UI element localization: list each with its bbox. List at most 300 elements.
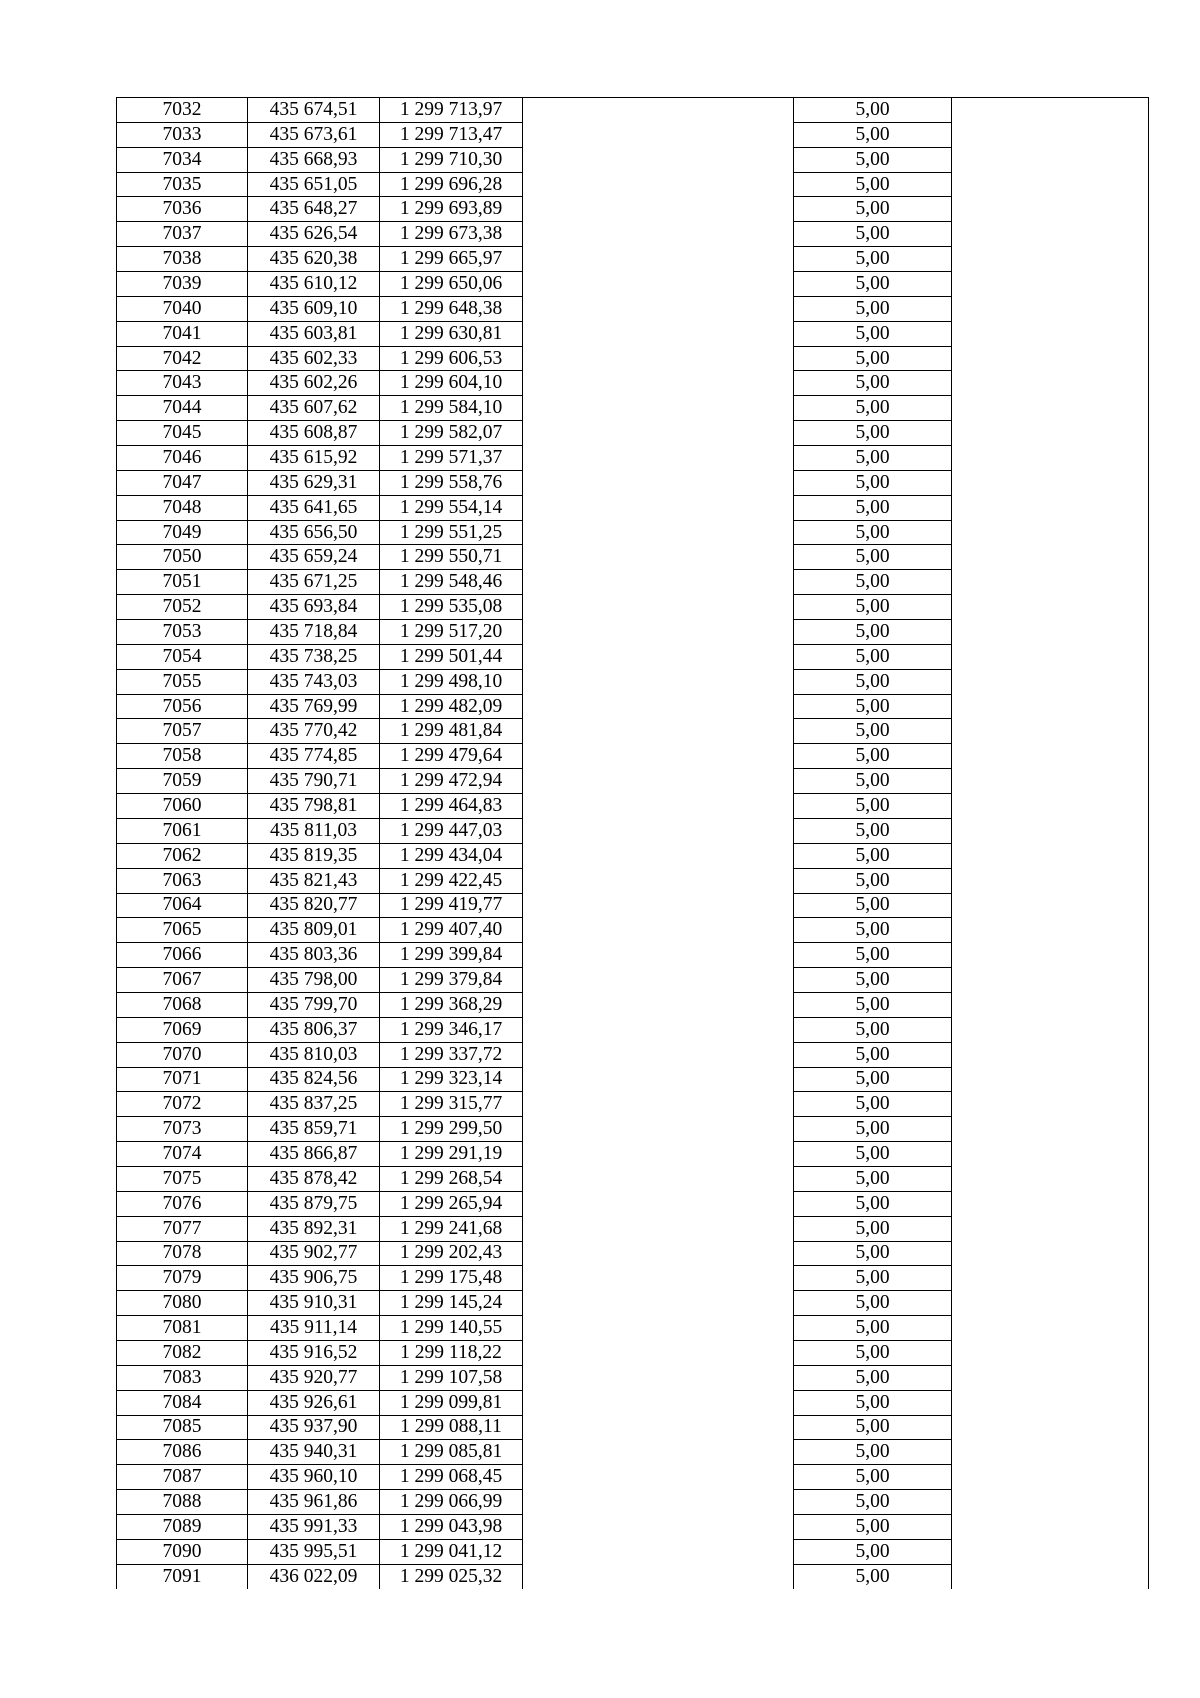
x-coordinate-cell: 435 819,35 [248, 843, 380, 868]
point-number-cell: 7037 [117, 222, 248, 247]
point-number-cell: 7043 [117, 371, 248, 396]
blank-cell [523, 1166, 794, 1191]
y-coordinate-cell: 1 299 419,77 [380, 893, 523, 918]
blank-cell [523, 818, 794, 843]
table-row [117, 694, 1149, 719]
point-number-cell: 7090 [117, 1539, 248, 1564]
blank-cell [523, 421, 794, 446]
blank-cell-right [952, 843, 1149, 868]
blank-cell-right [952, 1241, 1149, 1266]
x-coordinate-cell: 435 798,81 [248, 794, 380, 819]
blank-cell [523, 893, 794, 918]
x-coordinate-cell: 435 674,51 [248, 98, 380, 123]
blank-cell-right [952, 470, 1149, 495]
blank-cell-right [952, 1266, 1149, 1291]
blank-cell [523, 1266, 794, 1291]
blank-cell [523, 321, 794, 346]
point-number-cell: 7038 [117, 247, 248, 272]
blank-cell [523, 396, 794, 421]
table-row [117, 446, 1149, 471]
point-number-cell: 7040 [117, 296, 248, 321]
y-coordinate-cell: 1 299 571,37 [380, 446, 523, 471]
value-cell: 5,00 [794, 570, 952, 595]
x-coordinate-cell: 435 671,25 [248, 570, 380, 595]
point-number-cell: 7077 [117, 1216, 248, 1241]
x-coordinate-cell: 435 806,37 [248, 1017, 380, 1042]
point-number-cell: 7048 [117, 495, 248, 520]
blank-cell [523, 371, 794, 396]
blank-cell [523, 1465, 794, 1490]
value-cell: 5,00 [794, 396, 952, 421]
table-row [117, 943, 1149, 968]
blank-cell [523, 992, 794, 1017]
x-coordinate-cell: 435 910,31 [248, 1291, 380, 1316]
table-row [117, 968, 1149, 993]
blank-cell-right [952, 1390, 1149, 1415]
y-coordinate-cell: 1 299 582,07 [380, 421, 523, 446]
x-coordinate-cell: 435 615,92 [248, 446, 380, 471]
table-row [117, 1539, 1149, 1564]
point-number-cell: 7087 [117, 1465, 248, 1490]
blank-cell [523, 570, 794, 595]
point-number-cell: 7071 [117, 1067, 248, 1092]
blank-cell [523, 794, 794, 819]
table-row [117, 272, 1149, 297]
blank-cell-right [952, 296, 1149, 321]
y-coordinate-cell: 1 299 673,38 [380, 222, 523, 247]
y-coordinate-cell: 1 299 472,94 [380, 769, 523, 794]
x-coordinate-cell: 435 738,25 [248, 644, 380, 669]
blank-cell [523, 620, 794, 645]
blank-cell-right [952, 371, 1149, 396]
table-row [117, 346, 1149, 371]
point-number-cell: 7089 [117, 1514, 248, 1539]
y-coordinate-cell: 1 299 550,71 [380, 545, 523, 570]
point-number-cell: 7032 [117, 98, 248, 123]
blank-cell [523, 943, 794, 968]
table-row [117, 222, 1149, 247]
point-number-cell: 7072 [117, 1092, 248, 1117]
value-cell: 5,00 [794, 620, 952, 645]
blank-cell-right [952, 1564, 1149, 1588]
blank-cell [523, 1291, 794, 1316]
x-coordinate-cell: 435 774,85 [248, 744, 380, 769]
value-cell: 5,00 [794, 272, 952, 297]
blank-cell-right [952, 1166, 1149, 1191]
table-row [117, 296, 1149, 321]
point-number-cell: 7050 [117, 545, 248, 570]
blank-cell [523, 172, 794, 197]
y-coordinate-cell: 1 299 548,46 [380, 570, 523, 595]
value-cell: 5,00 [794, 595, 952, 620]
blank-cell [523, 1017, 794, 1042]
y-coordinate-cell: 1 299 434,04 [380, 843, 523, 868]
point-number-cell: 7036 [117, 197, 248, 222]
blank-cell-right [952, 1042, 1149, 1067]
table-row [117, 1291, 1149, 1316]
blank-cell [523, 272, 794, 297]
x-coordinate-cell: 435 673,61 [248, 122, 380, 147]
x-coordinate-cell: 435 906,75 [248, 1266, 380, 1291]
value-cell: 5,00 [794, 669, 952, 694]
y-coordinate-cell: 1 299 422,45 [380, 868, 523, 893]
x-coordinate-cell: 435 920,77 [248, 1365, 380, 1390]
table-row [117, 1365, 1149, 1390]
value-cell: 5,00 [794, 1216, 952, 1241]
y-coordinate-cell: 1 299 479,64 [380, 744, 523, 769]
point-number-cell: 7042 [117, 346, 248, 371]
y-coordinate-cell: 1 299 464,83 [380, 794, 523, 819]
blank-cell [523, 968, 794, 993]
blank-cell-right [952, 321, 1149, 346]
blank-cell-right [952, 1340, 1149, 1365]
y-coordinate-cell: 1 299 175,48 [380, 1266, 523, 1291]
point-number-cell: 7057 [117, 719, 248, 744]
blank-cell [523, 346, 794, 371]
table-row [117, 545, 1149, 570]
y-coordinate-cell: 1 299 241,68 [380, 1216, 523, 1241]
y-coordinate-cell: 1 299 648,38 [380, 296, 523, 321]
blank-cell [523, 1042, 794, 1067]
table-row [117, 1042, 1149, 1067]
blank-cell-right [952, 222, 1149, 247]
blank-cell [523, 247, 794, 272]
point-number-cell: 7060 [117, 794, 248, 819]
table-row [117, 570, 1149, 595]
table-row [117, 843, 1149, 868]
value-cell: 5,00 [794, 147, 952, 172]
value-cell: 5,00 [794, 321, 952, 346]
y-coordinate-cell: 1 299 268,54 [380, 1166, 523, 1191]
point-number-cell: 7044 [117, 396, 248, 421]
x-coordinate-cell: 435 811,03 [248, 818, 380, 843]
blank-cell [523, 744, 794, 769]
blank-cell-right [952, 272, 1149, 297]
y-coordinate-cell: 1 299 713,97 [380, 98, 523, 123]
point-number-cell: 7059 [117, 769, 248, 794]
point-number-cell: 7047 [117, 470, 248, 495]
blank-cell-right [952, 968, 1149, 993]
x-coordinate-cell: 435 810,03 [248, 1042, 380, 1067]
point-number-cell: 7034 [117, 147, 248, 172]
value-cell: 5,00 [794, 1092, 952, 1117]
x-coordinate-cell: 436 022,09 [248, 1564, 380, 1588]
point-number-cell: 7075 [117, 1166, 248, 1191]
table-row [117, 818, 1149, 843]
x-coordinate-cell: 435 608,87 [248, 421, 380, 446]
y-coordinate-cell: 1 299 584,10 [380, 396, 523, 421]
blank-cell [523, 1241, 794, 1266]
x-coordinate-cell: 435 902,77 [248, 1241, 380, 1266]
x-coordinate-cell: 435 866,87 [248, 1142, 380, 1167]
value-cell: 5,00 [794, 1142, 952, 1167]
value-cell: 5,00 [794, 1017, 952, 1042]
value-cell: 5,00 [794, 172, 952, 197]
point-number-cell: 7085 [117, 1415, 248, 1440]
blank-cell [523, 222, 794, 247]
table-row [117, 1514, 1149, 1539]
point-number-cell: 7070 [117, 1042, 248, 1067]
blank-cell-right [952, 868, 1149, 893]
blank-cell-right [952, 495, 1149, 520]
blank-cell [523, 1142, 794, 1167]
blank-cell-right [952, 1142, 1149, 1167]
table-row [117, 1017, 1149, 1042]
value-cell: 5,00 [794, 744, 952, 769]
blank-cell [523, 1067, 794, 1092]
value-cell: 5,00 [794, 1440, 952, 1465]
table-row [117, 918, 1149, 943]
y-coordinate-cell: 1 299 346,17 [380, 1017, 523, 1042]
point-number-cell: 7053 [117, 620, 248, 645]
blank-cell-right [952, 247, 1149, 272]
x-coordinate-cell: 435 995,51 [248, 1539, 380, 1564]
blank-cell-right [952, 1067, 1149, 1092]
table-row [117, 1216, 1149, 1241]
blank-cell [523, 644, 794, 669]
y-coordinate-cell: 1 299 501,44 [380, 644, 523, 669]
blank-cell-right [952, 346, 1149, 371]
x-coordinate-cell: 435 769,99 [248, 694, 380, 719]
blank-cell [523, 1216, 794, 1241]
table-row [117, 769, 1149, 794]
blank-cell [523, 470, 794, 495]
blank-cell-right [952, 421, 1149, 446]
x-coordinate-cell: 435 602,33 [248, 346, 380, 371]
value-cell: 5,00 [794, 421, 952, 446]
blank-cell-right [952, 719, 1149, 744]
point-number-cell: 7049 [117, 520, 248, 545]
value-cell: 5,00 [794, 769, 952, 794]
value-cell: 5,00 [794, 98, 952, 123]
table-row [117, 1092, 1149, 1117]
blank-cell [523, 1340, 794, 1365]
table-row [117, 1465, 1149, 1490]
point-number-cell: 7091 [117, 1564, 248, 1588]
point-number-cell: 7069 [117, 1017, 248, 1042]
value-cell: 5,00 [794, 122, 952, 147]
x-coordinate-cell: 435 603,81 [248, 321, 380, 346]
y-coordinate-cell: 1 299 265,94 [380, 1191, 523, 1216]
table-row [117, 495, 1149, 520]
y-coordinate-cell: 1 299 140,55 [380, 1316, 523, 1341]
point-number-cell: 7074 [117, 1142, 248, 1167]
value-cell: 5,00 [794, 1316, 952, 1341]
value-cell: 5,00 [794, 1490, 952, 1515]
x-coordinate-cell: 435 770,42 [248, 719, 380, 744]
blank-cell-right [952, 744, 1149, 769]
table-row [117, 371, 1149, 396]
value-cell: 5,00 [794, 1514, 952, 1539]
blank-cell [523, 296, 794, 321]
point-number-cell: 7088 [117, 1490, 248, 1515]
blank-cell [523, 1117, 794, 1142]
blank-cell [523, 122, 794, 147]
y-coordinate-cell: 1 299 085,81 [380, 1440, 523, 1465]
value-cell: 5,00 [794, 818, 952, 843]
blank-cell [523, 1365, 794, 1390]
value-cell: 5,00 [794, 296, 952, 321]
blank-cell-right [952, 1291, 1149, 1316]
table-row [117, 1340, 1149, 1365]
value-cell: 5,00 [794, 545, 952, 570]
y-coordinate-cell: 1 299 323,14 [380, 1067, 523, 1092]
blank-cell [523, 1564, 794, 1588]
y-coordinate-cell: 1 299 551,25 [380, 520, 523, 545]
y-coordinate-cell: 1 299 088,11 [380, 1415, 523, 1440]
y-coordinate-cell: 1 299 693,89 [380, 197, 523, 222]
y-coordinate-cell: 1 299 099,81 [380, 1390, 523, 1415]
point-number-cell: 7061 [117, 818, 248, 843]
y-coordinate-cell: 1 299 043,98 [380, 1514, 523, 1539]
y-coordinate-cell: 1 299 041,12 [380, 1539, 523, 1564]
value-cell: 5,00 [794, 1266, 952, 1291]
x-coordinate-cell: 435 803,36 [248, 943, 380, 968]
blank-cell-right [952, 1440, 1149, 1465]
blank-cell-right [952, 122, 1149, 147]
value-cell: 5,00 [794, 1191, 952, 1216]
table-row [117, 98, 1149, 123]
point-number-cell: 7052 [117, 595, 248, 620]
x-coordinate-cell: 435 609,10 [248, 296, 380, 321]
table-row [117, 744, 1149, 769]
table-row [117, 893, 1149, 918]
y-coordinate-cell: 1 299 604,10 [380, 371, 523, 396]
y-coordinate-cell: 1 299 713,47 [380, 122, 523, 147]
blank-cell-right [952, 147, 1149, 172]
value-cell: 5,00 [794, 1117, 952, 1142]
table-row [117, 1415, 1149, 1440]
table-row [117, 321, 1149, 346]
table-row [117, 1067, 1149, 1092]
x-coordinate-cell: 435 878,42 [248, 1166, 380, 1191]
blank-cell [523, 595, 794, 620]
x-coordinate-cell: 435 879,75 [248, 1191, 380, 1216]
blank-cell-right [952, 520, 1149, 545]
x-coordinate-cell: 435 824,56 [248, 1067, 380, 1092]
table-row [117, 719, 1149, 744]
blank-cell-right [952, 1316, 1149, 1341]
table-row [117, 794, 1149, 819]
blank-cell [523, 520, 794, 545]
point-number-cell: 7082 [117, 1340, 248, 1365]
x-coordinate-cell: 435 693,84 [248, 595, 380, 620]
blank-cell-right [952, 1092, 1149, 1117]
table-row [117, 520, 1149, 545]
point-number-cell: 7046 [117, 446, 248, 471]
value-cell: 5,00 [794, 1390, 952, 1415]
table-row [117, 620, 1149, 645]
x-coordinate-cell: 435 937,90 [248, 1415, 380, 1440]
value-cell: 5,00 [794, 644, 952, 669]
table-row [117, 421, 1149, 446]
point-number-cell: 7058 [117, 744, 248, 769]
blank-cell [523, 868, 794, 893]
x-coordinate-cell: 435 602,26 [248, 371, 380, 396]
x-coordinate-cell: 435 651,05 [248, 172, 380, 197]
blank-cell-right [952, 446, 1149, 471]
blank-cell-right [952, 396, 1149, 421]
point-number-cell: 7056 [117, 694, 248, 719]
y-coordinate-cell: 1 299 710,30 [380, 147, 523, 172]
y-coordinate-cell: 1 299 554,14 [380, 495, 523, 520]
table-row [117, 1191, 1149, 1216]
x-coordinate-cell: 435 610,12 [248, 272, 380, 297]
x-coordinate-cell: 435 892,31 [248, 1216, 380, 1241]
x-coordinate-cell: 435 743,03 [248, 669, 380, 694]
table-row [117, 1142, 1149, 1167]
x-coordinate-cell: 435 837,25 [248, 1092, 380, 1117]
y-coordinate-cell: 1 299 066,99 [380, 1490, 523, 1515]
x-coordinate-cell: 435 607,62 [248, 396, 380, 421]
point-number-cell: 7041 [117, 321, 248, 346]
table-row [117, 1564, 1149, 1588]
x-coordinate-cell: 435 916,52 [248, 1340, 380, 1365]
x-coordinate-cell: 435 668,93 [248, 147, 380, 172]
x-coordinate-cell: 435 809,01 [248, 918, 380, 943]
value-cell: 5,00 [794, 868, 952, 893]
point-number-cell: 7051 [117, 570, 248, 595]
blank-cell-right [952, 1539, 1149, 1564]
table-row [117, 868, 1149, 893]
blank-cell [523, 1490, 794, 1515]
blank-cell [523, 694, 794, 719]
x-coordinate-cell: 435 926,61 [248, 1390, 380, 1415]
table-row [117, 1316, 1149, 1341]
blank-cell [523, 1191, 794, 1216]
point-number-cell: 7063 [117, 868, 248, 893]
point-number-cell: 7054 [117, 644, 248, 669]
coordinates-table [116, 97, 1149, 1589]
blank-cell [523, 918, 794, 943]
x-coordinate-cell: 435 991,33 [248, 1514, 380, 1539]
point-number-cell: 7035 [117, 172, 248, 197]
blank-cell-right [952, 1514, 1149, 1539]
table-row [117, 396, 1149, 421]
y-coordinate-cell: 1 299 107,58 [380, 1365, 523, 1390]
y-coordinate-cell: 1 299 068,45 [380, 1465, 523, 1490]
blank-cell-right [952, 1191, 1149, 1216]
table-row [117, 122, 1149, 147]
y-coordinate-cell: 1 299 535,08 [380, 595, 523, 620]
table-row [117, 1166, 1149, 1191]
x-coordinate-cell: 435 656,50 [248, 520, 380, 545]
x-coordinate-cell: 435 961,86 [248, 1490, 380, 1515]
y-coordinate-cell: 1 299 482,09 [380, 694, 523, 719]
blank-cell [523, 669, 794, 694]
blank-cell-right [952, 1490, 1149, 1515]
value-cell: 5,00 [794, 222, 952, 247]
blank-cell-right [952, 197, 1149, 222]
point-number-cell: 7066 [117, 943, 248, 968]
x-coordinate-cell: 435 629,31 [248, 470, 380, 495]
blank-cell-right [952, 794, 1149, 819]
x-coordinate-cell: 435 820,77 [248, 893, 380, 918]
blank-cell [523, 1092, 794, 1117]
value-cell: 5,00 [794, 918, 952, 943]
blank-cell-right [952, 1415, 1149, 1440]
blank-cell [523, 843, 794, 868]
blank-cell [523, 1539, 794, 1564]
x-coordinate-cell: 435 718,84 [248, 620, 380, 645]
y-coordinate-cell: 1 299 337,72 [380, 1042, 523, 1067]
value-cell: 5,00 [794, 968, 952, 993]
table-row [117, 595, 1149, 620]
blank-cell-right [952, 669, 1149, 694]
blank-cell [523, 495, 794, 520]
x-coordinate-cell: 435 648,27 [248, 197, 380, 222]
blank-cell [523, 98, 794, 123]
